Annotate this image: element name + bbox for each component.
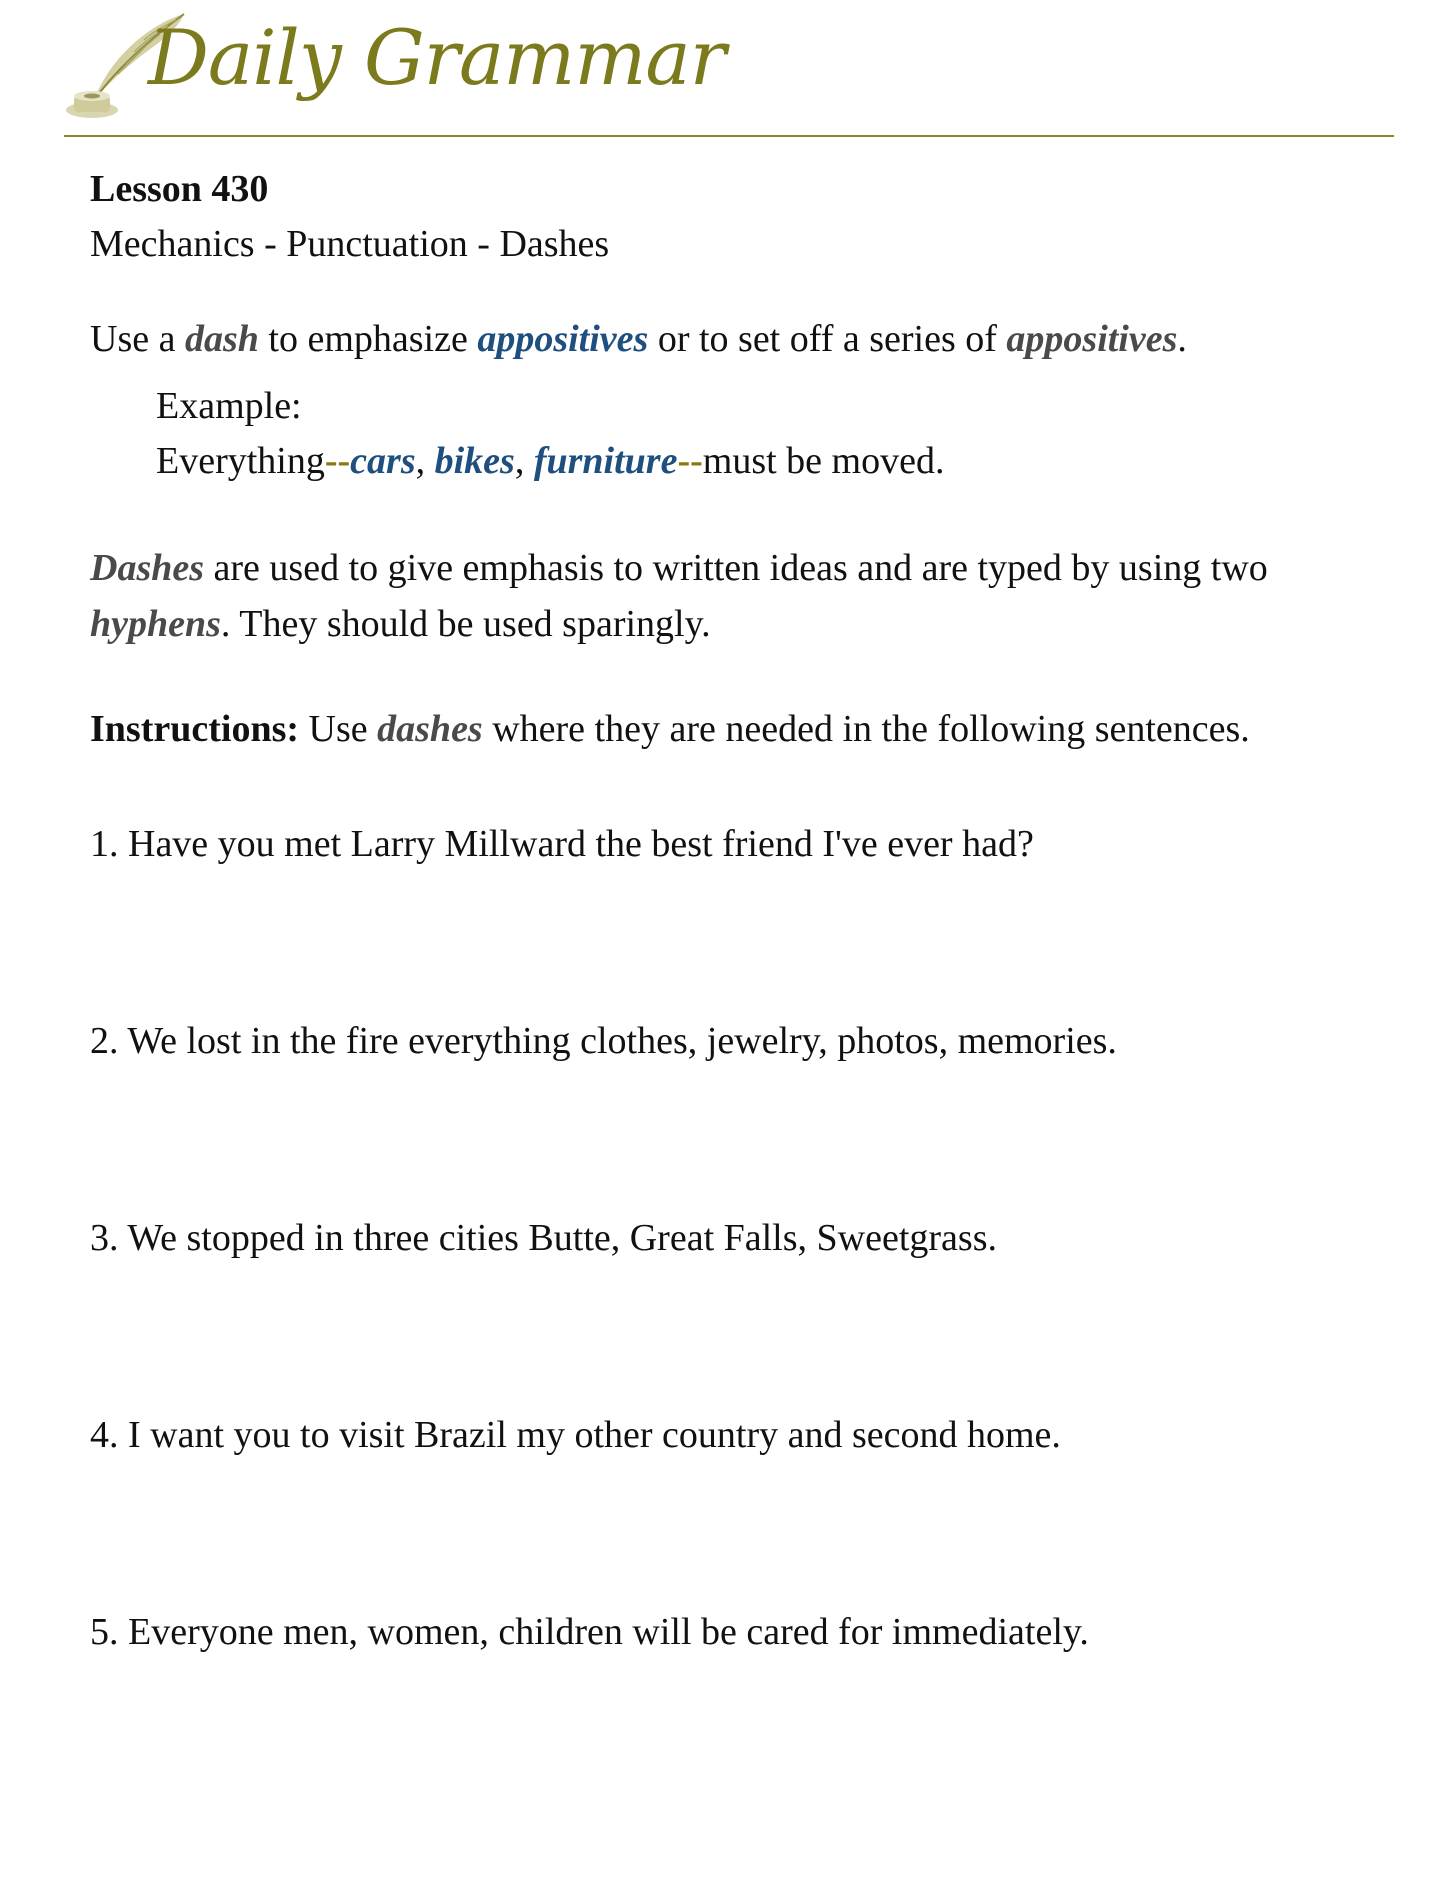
site-logo-text[interactable]: Daily Grammar [148, 13, 726, 102]
example-dash-open: -- [324, 440, 351, 483]
rule-text-3: or to set off a series of [648, 318, 1007, 361]
site-header [64, 6, 1394, 136]
example-sentence [156, 434, 1390, 489]
instructions-text-2: where they are needed in the following sentences. [482, 707, 1250, 750]
example-item-furniture: furniture [533, 440, 678, 483]
rule-text-4: . [1177, 318, 1187, 361]
exercise-item-3: 3. We stopped in three cities Butte, Great Falls, Sweetgrass. [90, 1216, 997, 1259]
example-separator-2: , [514, 440, 534, 483]
lesson-content [90, 162, 1390, 1802]
term-dashes-instruction: dashes [377, 707, 483, 750]
term-hyphens: hyphens [90, 602, 221, 645]
term-appositives-link[interactable]: appositives [477, 318, 649, 361]
term-dash: dash [184, 318, 259, 361]
exercise-item-4: 4. I want you to visit Brazil my other country and second home. [90, 1414, 1061, 1457]
exercise-item-1: 1. Have you met Larry Millward the best friend I've ever had? [90, 822, 1034, 865]
explanation-text-2: . They should be used sparingly. [220, 602, 711, 645]
header-divider [64, 135, 1394, 137]
example-block [156, 379, 1390, 489]
example-label: Example: [156, 385, 302, 428]
lesson-subtitle: Mechanics - Punctuation - Dashes [90, 223, 610, 266]
explanation-paragraph [90, 541, 1390, 651]
instructions-label: Instructions: [90, 707, 300, 750]
example-item-bikes: bikes [434, 440, 515, 483]
rule-statement [90, 312, 1390, 367]
lesson-title: Lesson 430 [90, 168, 269, 210]
term-dashes: Dashes [90, 547, 205, 590]
example-separator-1: , [415, 440, 435, 483]
exercise-item-5: 5. Everyone men, women, children will be cared for immediately. [90, 1611, 1089, 1654]
rule-text-2: to emphasize [258, 318, 478, 361]
example-end: must be moved. [702, 440, 945, 483]
term-appositives: appositives [1006, 318, 1178, 361]
exercise-item-2: 2. We lost in the fire everything clothes, jewelry, photos, memories. [90, 1019, 1117, 1062]
example-start: Everything [156, 440, 325, 483]
example-dash-close: -- [677, 440, 703, 483]
example-item-cars: cars [350, 440, 416, 483]
instructions-text-1: Use [299, 707, 378, 750]
rule-text-1: Use a [90, 318, 185, 361]
instructions-paragraph [90, 702, 1390, 757]
explanation-text-1: are used to give emphasis to written ideas and are typed by using two [204, 547, 1268, 590]
